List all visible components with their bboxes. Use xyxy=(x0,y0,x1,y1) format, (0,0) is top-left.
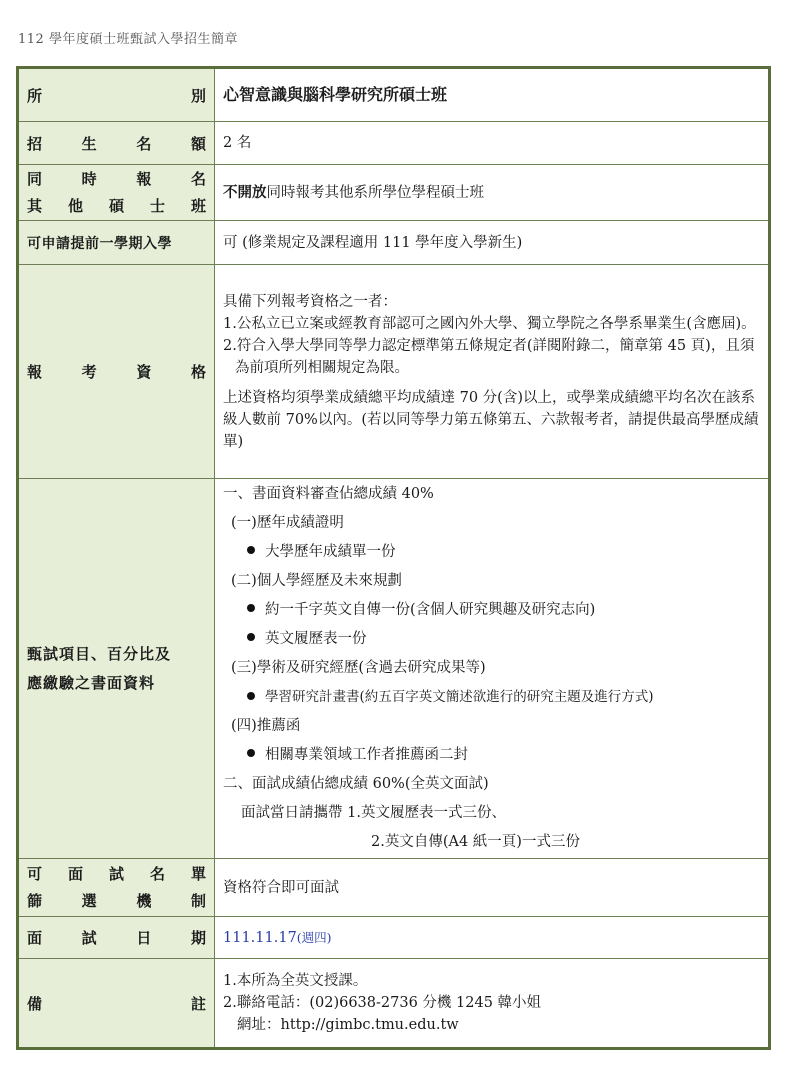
screening-bullet xyxy=(223,596,760,625)
label-char: 選 xyxy=(81,891,97,910)
row-interview-date xyxy=(18,917,770,959)
row-eligibility xyxy=(18,265,770,479)
label-char: 招 xyxy=(27,134,43,153)
screening-bullet xyxy=(223,625,760,654)
value-department xyxy=(215,68,770,122)
bring-items-line1: 面試當日請攜帶 1.英文履歷表一式三份、 xyxy=(241,805,506,821)
bullet-icon xyxy=(247,692,255,700)
remark-line: 1.本所為全英文授課。 xyxy=(223,973,368,989)
value-remarks xyxy=(215,959,770,1049)
label-char: 面 xyxy=(67,864,83,883)
department-name: 心智意識與腦科學研究所碩士班 xyxy=(223,84,448,104)
bullet-text: 相關專業領域工作者推薦函二封 xyxy=(265,747,468,763)
label-interview-date xyxy=(18,917,215,959)
label-char: 期 xyxy=(190,929,206,947)
label-concurrent xyxy=(18,165,215,221)
label-early-admission: 可申請提前一學期入學 xyxy=(18,221,215,265)
label-char: 額 xyxy=(190,134,206,153)
eligibility-note: 上述資格均須學業成績總平均成績達 70 分(含)以上，或學業成績總平均名次在該系級人數前 70%以內。(若以同等學力第五條第五、六款報考者，請提供最高學歷成績單) xyxy=(223,389,759,450)
label-quota xyxy=(18,122,215,165)
label-char: 單 xyxy=(190,864,206,883)
label-remarks xyxy=(18,959,215,1049)
label-char: 同 xyxy=(27,169,43,188)
bullet-text: 英文履歷表一份 xyxy=(265,631,367,647)
screening-section: (三)學術及研究經歷(含過去研究成果等) xyxy=(231,660,486,676)
label-char: 可 xyxy=(27,864,43,883)
bullet-text: 約一千字英文自傳一份(含個人研究興趣及研究志向) xyxy=(265,602,596,618)
label-char: 時 xyxy=(81,169,97,188)
value-screening xyxy=(215,479,770,859)
remark-website: 網址：http://gimbc.tmu.edu.tw xyxy=(237,1017,459,1033)
label-char: 生 xyxy=(81,134,97,153)
row-screening xyxy=(18,479,770,859)
label-char: 所 xyxy=(27,86,43,105)
screening-bullet xyxy=(223,741,760,770)
value-concurrent xyxy=(215,165,770,221)
eligibility-item: 1.公私立已立案或經教育部認可之國內外大學、獨立學院之各學系畢業生(含應屆)。 xyxy=(223,315,756,332)
interview-weekday: (週四) xyxy=(296,929,332,945)
label-char: 碩 xyxy=(108,196,124,215)
screening-section: (二)個人學經歷及未來規劃 xyxy=(231,573,402,589)
document-header: 112 學年度碩士班甄試入學招生簡章 xyxy=(18,32,238,47)
label-line: 應繳驗之書面資料 xyxy=(27,673,156,692)
label-char: 別 xyxy=(190,86,206,105)
screening-part2: 二、面試成績佔總成績 60%(全英文面試) xyxy=(223,776,489,792)
label-char: 試 xyxy=(81,929,97,947)
label-department xyxy=(18,68,215,122)
label-char: 名 xyxy=(190,169,206,188)
label-char: 其 xyxy=(27,196,43,215)
screening-bullet xyxy=(223,538,760,567)
label-char: 名 xyxy=(149,864,165,883)
label-char: 考 xyxy=(81,363,97,381)
label-char: 他 xyxy=(67,196,83,215)
concurrent-text: 同時報考其他系所學位學程碩士班 xyxy=(266,184,484,201)
row-early-admission xyxy=(18,221,770,265)
remark-line: 2.聯絡電話：(02)6638-2736 分機 1245 韓小姐 xyxy=(223,995,542,1011)
label-char: 格 xyxy=(190,363,206,381)
label-eligibility xyxy=(18,265,215,479)
value-interview-mechanism: 資格符合即可面試 xyxy=(215,859,770,917)
label-char: 士 xyxy=(149,196,165,215)
label-char: 報 xyxy=(27,363,43,381)
screening-section: (一)歷年成績證明 xyxy=(231,515,344,531)
bullet-icon xyxy=(247,546,255,554)
eligibility-intro: 具備下列報考資格之一者： xyxy=(223,293,397,310)
screening-part1: 一、書面資料審查佔總成績 40% xyxy=(223,486,434,502)
value-interview-date xyxy=(215,917,770,959)
label-char: 制 xyxy=(190,891,206,910)
bullet-icon xyxy=(247,749,255,757)
label-char: 面 xyxy=(27,929,43,947)
screening-bullet xyxy=(223,683,760,712)
label-char: 機 xyxy=(136,891,152,910)
row-quota xyxy=(18,122,770,165)
label-char: 報 xyxy=(136,169,152,188)
bullet-text: 大學歷年成績單一份 xyxy=(265,544,396,560)
label-char: 名 xyxy=(136,134,152,153)
label-char: 備 xyxy=(27,994,43,1013)
bullet-icon xyxy=(247,633,255,641)
label-char: 日 xyxy=(136,929,152,947)
bring-items-line2: 2.英文自傳(A4 紙一頁)一式三份 xyxy=(371,834,580,850)
label-char: 篩 xyxy=(27,891,43,910)
bullet-text: 學習研究計畫書(約五百字英文簡述欲進行的研究主題及進行方式) xyxy=(265,689,654,705)
interview-date: 111.11.17 xyxy=(223,929,297,946)
value-early-admission: 可 (修業規定及課程適用 111 學年度入學新生) xyxy=(215,221,770,265)
row-concurrent xyxy=(18,165,770,221)
label-line: 甄試項目、百分比及 xyxy=(27,644,172,663)
label-screening xyxy=(18,479,215,859)
admission-table xyxy=(16,66,771,1050)
row-department xyxy=(18,68,770,122)
not-allowed-text: 不開放 xyxy=(223,183,267,201)
eligibility-item: 2.符合入學大學同等學力認定標準第五條規定者(詳閱附錄二，簡章第 45 頁)，且須為前項所列相關規定為限。 xyxy=(223,337,755,376)
screening-section: (四)推薦函 xyxy=(231,718,301,734)
value-eligibility xyxy=(215,265,770,479)
label-char: 註 xyxy=(190,994,206,1013)
row-remarks xyxy=(18,959,770,1049)
label-char: 試 xyxy=(108,864,124,883)
label-interview-mechanism xyxy=(18,859,215,917)
bullet-icon xyxy=(247,604,255,612)
value-quota: 2 名 xyxy=(215,122,770,165)
row-interview-mechanism xyxy=(18,859,770,917)
label-char: 班 xyxy=(190,196,206,215)
label-char: 資 xyxy=(136,363,152,381)
